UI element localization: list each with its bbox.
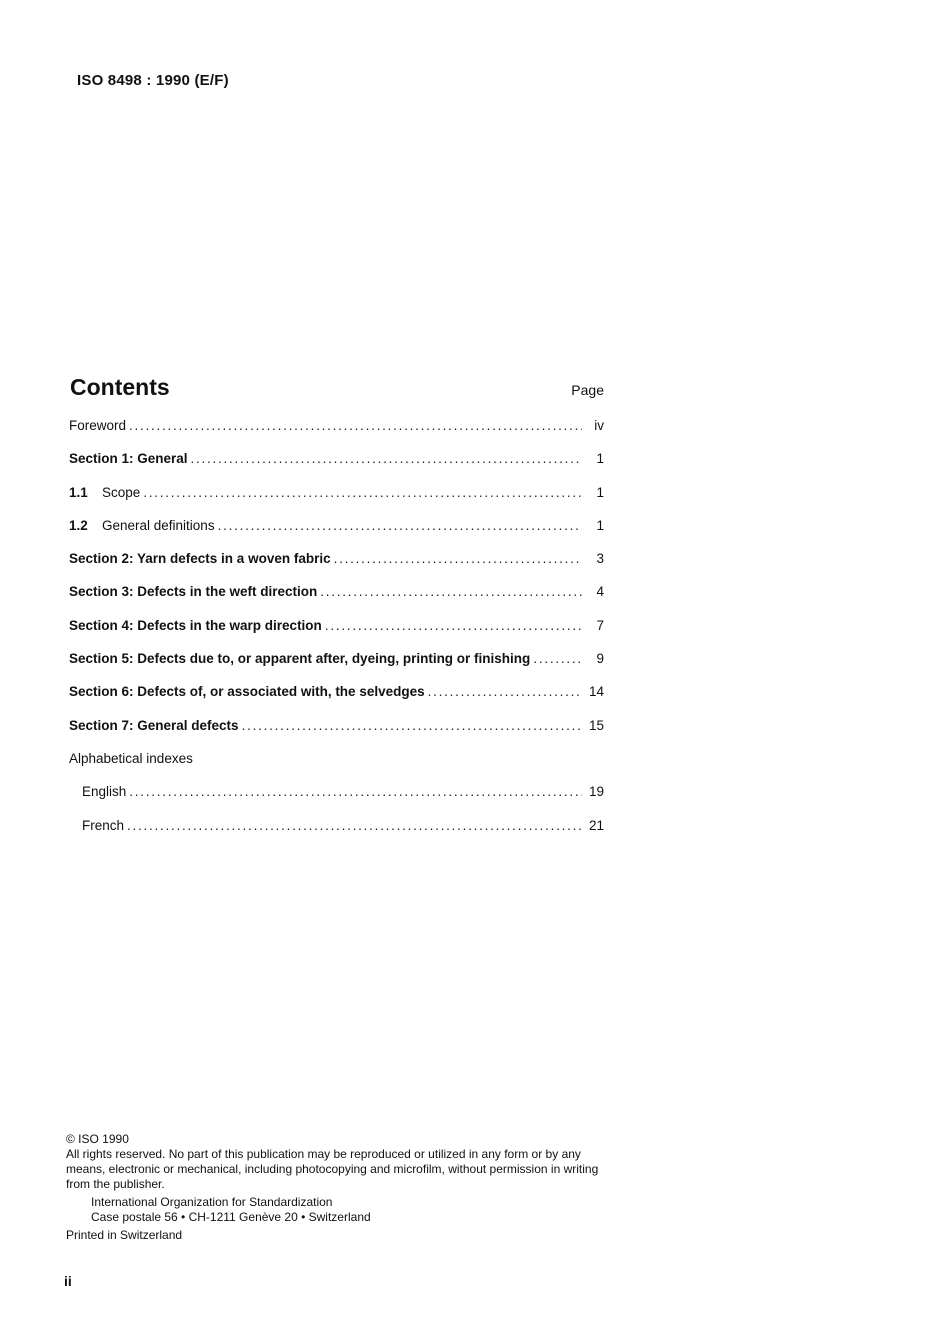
toc-entry-text: Section 4: Defects in the warp direction: [69, 617, 322, 633]
toc-entry-text: Foreword: [69, 418, 127, 433]
toc-entry-section-5: [69, 651, 604, 684]
toc-entry-foreword: [69, 418, 604, 451]
organization-name: International Organization for Standardization: [91, 1195, 333, 1209]
toc-entry-page: 1: [596, 517, 604, 533]
toc-entry-page: 15: [588, 717, 604, 733]
toc-entry-page: 4: [596, 584, 604, 600]
printed-in: Printed in Switzerland: [66, 1228, 183, 1242]
dot-leader: [129, 784, 582, 799]
toc-entry-number: 1.2: [69, 517, 88, 533]
toc-entry-page: 21: [588, 817, 604, 833]
toc-entry-section-1: [69, 451, 604, 484]
dot-leader: [320, 584, 582, 599]
toc-entry-text: Section 5: Defects due to, or apparent after, dyeing, printing or finishing: [69, 651, 531, 667]
toc-entry-section-6: [69, 684, 604, 717]
toc-entry-english-index: [69, 784, 604, 817]
toc-entry-text: Section 7: General defects: [69, 717, 239, 733]
toc-entry-text: English: [82, 784, 127, 800]
toc-entry-section-4: [69, 618, 604, 651]
toc-entry-page: 3: [596, 551, 604, 567]
contents-header: [70, 374, 604, 401]
toc-entry-page: 19: [588, 784, 604, 800]
toc-entry-page: iv: [594, 418, 604, 433]
toc-entry-text: Alphabetical indexes: [69, 750, 193, 766]
dot-leader: [428, 684, 582, 699]
toc-entry-page: 7: [596, 617, 604, 633]
toc-entry-1-1: [69, 485, 604, 518]
dot-leader: [191, 451, 582, 466]
toc-entry-section-3: [69, 584, 604, 617]
toc-entry-page: 14: [588, 684, 604, 700]
toc-entry-text: Section 2: Yarn defects in a woven fabric: [69, 551, 331, 567]
dot-leader: [533, 651, 582, 666]
toc-entry-text: Section 1: General: [69, 451, 188, 467]
dot-leader: [143, 485, 582, 500]
toc-entry-number: 1.1: [69, 484, 88, 500]
toc-entry-french-index: [69, 818, 604, 851]
copyright-line: © ISO 1990: [66, 1132, 129, 1146]
dot-leader: [334, 551, 582, 566]
toc-entry-page: 9: [596, 651, 604, 667]
document-identifier: ISO 8498 : 1990 (E/F): [77, 72, 229, 89]
toc-entry-text: Section 3: Defects in the weft direction: [69, 584, 318, 600]
rights-statement: All rights reserved. No part of this publication may be reproduced or utilized in any form or by any means, electronic or mechanical, including photocopying and microfilm, without permission in writing from the publisher.: [66, 1147, 599, 1191]
dot-leader: [127, 818, 582, 833]
dot-leader: [218, 518, 582, 533]
page-column-label: Page: [571, 382, 604, 398]
copyright-notice: [66, 1132, 606, 1243]
dot-leader: [242, 718, 582, 733]
toc-entry-text: Section 6: Defects of, or associated with, the selvedges: [69, 684, 425, 700]
toc-entry-text: Scope: [102, 484, 141, 500]
toc-entry-section-7: [69, 718, 604, 751]
toc-entry-text: French: [82, 817, 125, 833]
contents-title: Contents: [70, 374, 170, 400]
table-of-contents: [69, 418, 604, 851]
organization-address: Case postale 56 • CH-1211 Genève 20 • Switzerland: [91, 1210, 371, 1224]
toc-entry-alphabetical-indexes: [69, 751, 604, 784]
dot-leader: [129, 418, 582, 433]
toc-entry-text: General definitions: [102, 517, 215, 533]
toc-entry-page: 1: [596, 451, 604, 467]
toc-entry-page: 1: [596, 484, 604, 500]
page-number: ii: [64, 1273, 72, 1289]
toc-entry-section-2: [69, 551, 604, 584]
dot-leader: [325, 618, 582, 633]
toc-entry-1-2: [69, 518, 604, 551]
